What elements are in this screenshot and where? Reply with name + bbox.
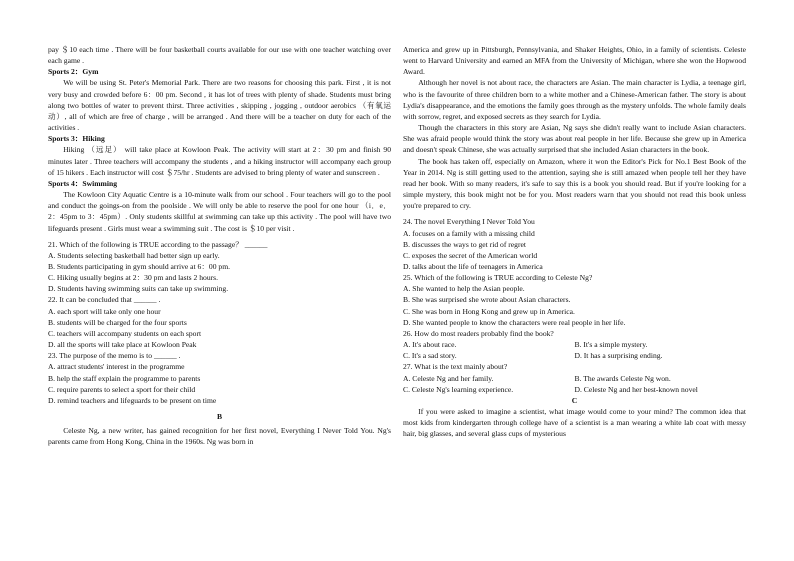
- question-stem: 25. Which of the following is TRUE according to Celeste Ng?: [403, 273, 593, 283]
- passage-b-paragraph: Though the characters in this story are Asian, Ng says she didn't really want to include Asian characters. She was afraid people would think the story was about real people in her life. Because she grew up in America and doesn't speak Chinese, she was actually surprised that she included Asian characters in the book.: [403, 123, 746, 155]
- question-22: [48, 294, 391, 350]
- section-c-intro: If you were asked to imagine a scientist, what image would come to your mind? The common idea that most kids from kindergarten through college have of a scientist is a man wearing a white lab coat with messy hair, big glasses, and several glass cups of mysterious: [403, 407, 746, 439]
- option-b: B. She was surprised she wrote about Asian characters.: [403, 295, 571, 305]
- option-c: C. exposes the secret of the American world: [403, 250, 538, 260]
- sports-4-heading: Sports 4：Swimming: [48, 178, 117, 188]
- option-b: B. It's a simple mystery.: [574, 340, 648, 350]
- question-stem: 27. What is the text mainly about?: [403, 362, 508, 372]
- option-d: D. She wanted people to know the characters were real people in her life.: [403, 317, 626, 327]
- left-column: [48, 44, 391, 447]
- option-a: A. each sport will take only one hour: [48, 306, 161, 316]
- sports-3-heading: Sports 3：Hiking: [48, 134, 105, 144]
- swim-intro-text: pay ＄10 each time . There will be four basketball courts available for our use with one teacher watching over each game .: [48, 45, 391, 66]
- sports-2-heading: Sports 2：Gym: [48, 67, 99, 77]
- passage-b-paragraph: America and grew up in Pittsburgh, Pennsylvania, and Shaker Heights, Ohio, in a family of scientists. Celeste went to Harvard University and earned an MFA from the University of Michigan, where she won the Hopwood Award.: [403, 45, 746, 77]
- option-d: D. remind teachers and lifeguards to be present on time: [48, 395, 217, 405]
- passage-b-paragraph: The book has taken off, especially on Amazon, where it won the Editor's Pick for No.1 Best Book of the Year in 2014. Ng is still getting used to the attention, saying she is still amazed when people tell her they have read her book. With so many readers, it's safe to say this is a book you should read. But if you're looking for a simple mystery, this book might not be for you. Most readers warn that you should not read this book unless you're prepared to cry.: [403, 156, 746, 211]
- question-26: [403, 328, 746, 361]
- passage-b-paragraph: Although her novel is not about race, the characters are Asian. The main character is Lydia, a teenage girl, who is the favourite of three children born to a white mother and a Chinese-American father. The story is about Lydia's disappearance, and the emotions the family goes through as the mystery unfolds. The whole family deals with sorrow, regret, and exposed secrets as they search for Lydia.: [403, 78, 746, 121]
- question-stem: 24. The novel Everything I Never Told You: [403, 217, 535, 227]
- question-27: [403, 361, 746, 394]
- option-d: D. It has a surprising ending.: [574, 351, 663, 361]
- right-column: [403, 44, 746, 439]
- sports-4-body: The Kowloon City Aquatic Centre is a 10-minute walk from our school . Four teachers will go to the pool and conduct the goings-on from the poolside . We will only be able to reserve the pool for one hour （i．e．2：45pm to 3：45pm）. Only students skillful at swimming can take up this activity . The pool will have two lifeguards present . Girls must wear a swimming suit . The cost is ＄10 per visit .: [48, 190, 391, 233]
- option-a: A. Celeste Ng and her family.: [403, 373, 494, 383]
- option-b: B. Students participating in gym should arrive at 6：00 pm.: [48, 261, 231, 271]
- option-d: D. all the sports will take place at Kowloon Peak: [48, 340, 197, 350]
- question-stem: 21. Which of the following is TRUE according to the passage？ ______: [48, 239, 268, 249]
- option-c: C. Celeste Ng's learning experience.: [403, 384, 514, 394]
- option-c: C. Hiking usually begins at 2：30 pm and lasts 2 hours.: [48, 273, 219, 283]
- option-d: D. talks about the life of teenagers in America: [403, 261, 543, 271]
- option-d: D. Celeste Ng and her best-known novel: [574, 384, 698, 394]
- question-21: [48, 239, 391, 295]
- question-24: [403, 216, 746, 272]
- question-23: [48, 350, 391, 406]
- section-b-intro: Celeste Ng, a new writer, has gained recognition for her first novel, Everything I Never Told You. Ng's parents came from Hong Kong, China in the 1960s. Ng was born in: [48, 426, 391, 447]
- option-a: A. Students selecting basketball had better sign up early.: [48, 250, 220, 260]
- option-b: B. The awards Celeste Ng won.: [574, 373, 671, 383]
- sports-3-body: Hiking （远足） will take place at Kowloon Peak. The activity will start at 2：30 pm and finish 90 minutes later . Three teachers will accompany the students , and a hiking instructor will accompany each group of 15 hikers . Each instructor will cost ＄75/hr . Students are advised to bring plenty of water and sunscreen .: [48, 145, 391, 177]
- option-a: A. attract students' interest in the programme: [48, 362, 185, 372]
- option-a: A. It's about race.: [403, 340, 457, 350]
- question-25: [403, 272, 746, 328]
- option-a: A. focuses on a family with a missing child: [403, 228, 535, 238]
- sports-2-body: We will be using St. Peter's Memorial Park. There are two reasons for choosing this park. First , it is not very busy and crowded before 6：00 pm. Second , it has lot of trees with plenty of shade. Students must bring along two bottles of water to prevent thirst. Three activities , skipping , jogging , outdoor aerobics （有氧运动）, all of which are free of charge , will be arranged . And there will be a teacher on duty for each of the activities .: [48, 78, 391, 133]
- option-b: B. discusses the ways to get rid of regret: [403, 239, 526, 249]
- question-stem: 23. The purpose of the memo is to ______ .: [48, 351, 181, 361]
- option-b: B. students will be charged for the four sports: [48, 317, 187, 327]
- section-b-label: B: [216, 412, 223, 421]
- option-a: A. She wanted to help the Asian people.: [403, 284, 525, 294]
- question-stem: 26. How do most readers probably find the book?: [403, 328, 554, 338]
- option-c: C. It's a sad story.: [403, 351, 457, 361]
- option-d: D. Students having swimming suits can take up swimming.: [48, 284, 229, 294]
- question-stem: 22. It can be concluded that ______ .: [48, 295, 161, 305]
- section-c-label: C: [571, 395, 578, 405]
- option-b: B. help the staff explain the programme to parents: [48, 373, 201, 383]
- option-c: C. She was born in Hong Kong and grew up in America.: [403, 306, 575, 316]
- option-c: C. teachers will accompany students on each sport: [48, 328, 202, 338]
- option-c: C. require parents to select a sport for their child: [48, 384, 196, 394]
